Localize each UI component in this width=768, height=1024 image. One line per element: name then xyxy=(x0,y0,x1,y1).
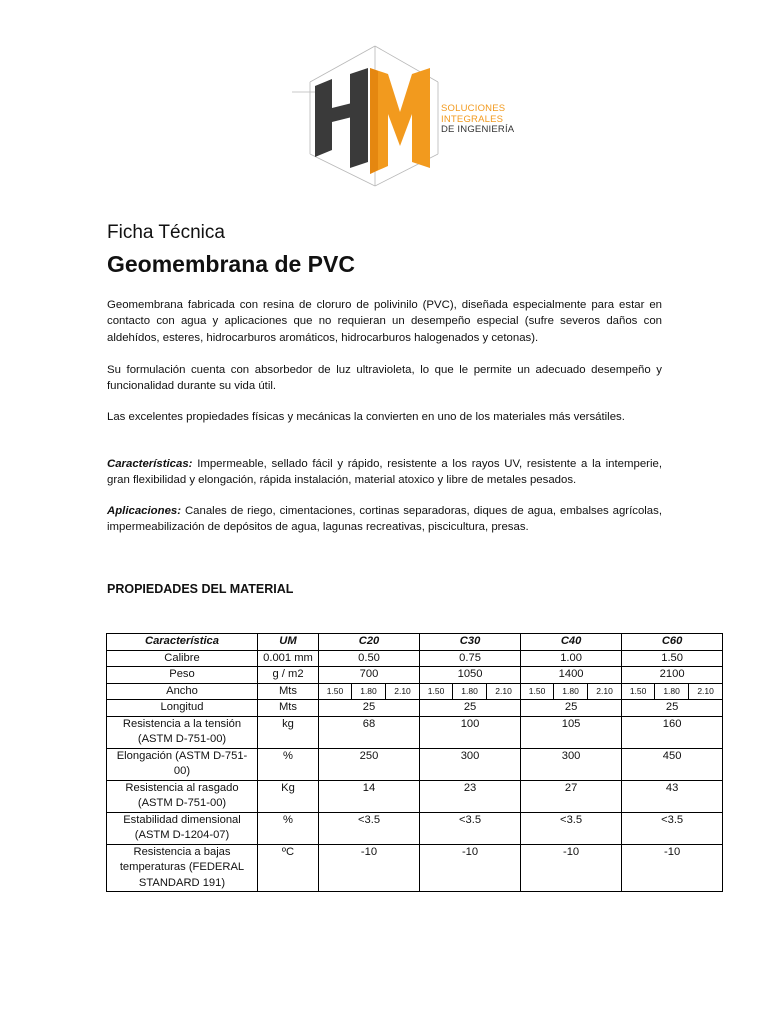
properties-table xyxy=(106,633,723,892)
header-um: UM xyxy=(258,634,319,651)
value-c60: 1.50 xyxy=(622,650,723,667)
value-c30: 100 xyxy=(420,716,521,748)
value-c30: 1050 xyxy=(420,667,521,684)
table-row xyxy=(107,650,723,667)
features-label: Características: xyxy=(107,458,193,470)
header-c20: C20 xyxy=(319,634,420,651)
row-label: Elongación (ASTM D-751-00) xyxy=(107,748,258,780)
value-c40: 27 xyxy=(521,780,622,812)
value-c30: 0.75 xyxy=(420,650,521,667)
row-um: kg xyxy=(258,716,319,748)
value-c60: <3.5 xyxy=(622,812,723,844)
header-c30: C30 xyxy=(420,634,521,651)
uv-paragraph: Su formulación cuenta con absorbedor de luz ultravioleta, lo que le permite un adecuado desempeño y funcionalidad durante su vida útil. xyxy=(107,364,662,393)
row-um: Mts xyxy=(258,683,319,700)
applications-text: Canales de riego, cimentaciones, cortinas separadoras, diques de agua, embalses agrícolas, impermeabilización de depósitos de agua, lagunas recreativas, piscicultura, presas. xyxy=(107,505,662,534)
row-um: % xyxy=(258,812,319,844)
value-c30: <3.5 xyxy=(420,812,521,844)
width-value: 1.50 xyxy=(622,683,655,700)
value-c40: -10 xyxy=(521,844,622,892)
table-row xyxy=(107,716,723,748)
value-c40: 25 xyxy=(521,700,622,717)
row-label: Resistencia al rasgado (ASTM D-751-00) xyxy=(107,780,258,812)
row-label: Calibre xyxy=(107,650,258,667)
company-tagline xyxy=(441,104,514,136)
table-row xyxy=(107,683,723,700)
row-um: % xyxy=(258,748,319,780)
features-text: Impermeable, sellado fácil y rápido, resistente a los rayos UV, resistente a la intemperie, gran flexibilidad y elongación, rápida instalación, material atoxico y libre de metales pesados. xyxy=(107,458,662,487)
description-paragraph: Geomembrana fabricada con resina de cloruro de polivinilo (PVC), diseñada especialmente para estar en contacto con agua y aplicaciones que no requieran un desempeño especial (sufre severos daños con aldehídos, esteres, hidrocarburos aromáticos, hidrocarburos halogenados y cetonas). xyxy=(107,299,662,344)
section-title: PROPIEDADES DEL MATERIAL xyxy=(107,582,294,596)
value-c30: 300 xyxy=(420,748,521,780)
value-c60: 450 xyxy=(622,748,723,780)
letter-m-shape xyxy=(370,68,430,174)
table-row xyxy=(107,844,723,892)
value-c30: 25 xyxy=(420,700,521,717)
value-c20: -10 xyxy=(319,844,420,892)
value-c40: 1400 xyxy=(521,667,622,684)
width-value: 2.10 xyxy=(386,683,420,700)
value-c20: 14 xyxy=(319,780,420,812)
width-value: 2.10 xyxy=(689,683,723,700)
width-value: 1.80 xyxy=(352,683,386,700)
value-c20: 25 xyxy=(319,700,420,717)
width-value: 1.80 xyxy=(655,683,689,700)
applications-label: Aplicaciones: xyxy=(107,505,182,517)
row-um: 0.001 mm xyxy=(258,650,319,667)
row-um: ºC xyxy=(258,844,319,892)
header-c60: C60 xyxy=(622,634,723,651)
applications-paragraph xyxy=(107,503,662,536)
value-c60: 43 xyxy=(622,780,723,812)
value-c60: 2100 xyxy=(622,667,723,684)
letter-h-shape xyxy=(315,68,368,168)
value-c20: 68 xyxy=(319,716,420,748)
row-label: Longitud xyxy=(107,700,258,717)
tagline-line-2: INTEGRALES xyxy=(441,113,504,125)
table-row xyxy=(107,700,723,717)
width-value: 2.10 xyxy=(588,683,622,700)
table-row xyxy=(107,667,723,684)
value-c60: -10 xyxy=(622,844,723,892)
table-row xyxy=(107,812,723,844)
row-um: g / m2 xyxy=(258,667,319,684)
value-c30: 23 xyxy=(420,780,521,812)
width-value: 1.50 xyxy=(521,683,554,700)
width-value: 1.50 xyxy=(319,683,352,700)
header-c40: C40 xyxy=(521,634,622,651)
value-c20: 0.50 xyxy=(319,650,420,667)
width-value: 2.10 xyxy=(487,683,521,700)
value-c40: 105 xyxy=(521,716,622,748)
tagline-line-3: DE INGENIERÍA xyxy=(441,124,515,135)
width-value: 1.80 xyxy=(453,683,487,700)
features-paragraph xyxy=(107,456,662,489)
document-type: Ficha Técnica xyxy=(107,222,225,243)
row-label: Peso xyxy=(107,667,258,684)
value-c40: 300 xyxy=(521,748,622,780)
value-c60: 160 xyxy=(622,716,723,748)
value-c20: <3.5 xyxy=(319,812,420,844)
row-label: Estabilidad dimensional (ASTM D-1204-07) xyxy=(107,812,258,844)
value-c40: <3.5 xyxy=(521,812,622,844)
row-um: Mts xyxy=(258,700,319,717)
row-label: Resistencia a la tensión (ASTM D-751-00) xyxy=(107,716,258,748)
width-value: 1.80 xyxy=(554,683,588,700)
width-value: 1.50 xyxy=(420,683,453,700)
row-um: Kg xyxy=(258,780,319,812)
header-caracteristica: Característica xyxy=(107,634,258,651)
value-c20: 250 xyxy=(319,748,420,780)
value-c40: 1.00 xyxy=(521,650,622,667)
value-c30: -10 xyxy=(420,844,521,892)
table-row xyxy=(107,748,723,780)
table-header-row xyxy=(107,634,723,651)
properties-paragraph: Las excelentes propiedades físicas y mecánicas la convierten en uno de los materiales más versátiles. xyxy=(107,411,625,423)
value-c20: 700 xyxy=(319,667,420,684)
table-row xyxy=(107,780,723,812)
row-label: Ancho xyxy=(107,683,258,700)
page-title: Geomembrana de PVC xyxy=(107,251,355,277)
tagline-line-1: SOLUCIONES xyxy=(441,103,506,114)
row-label: Resistencia a bajas temperaturas (FEDERAL STANDARD 191) xyxy=(107,844,258,892)
value-c60: 25 xyxy=(622,700,723,717)
